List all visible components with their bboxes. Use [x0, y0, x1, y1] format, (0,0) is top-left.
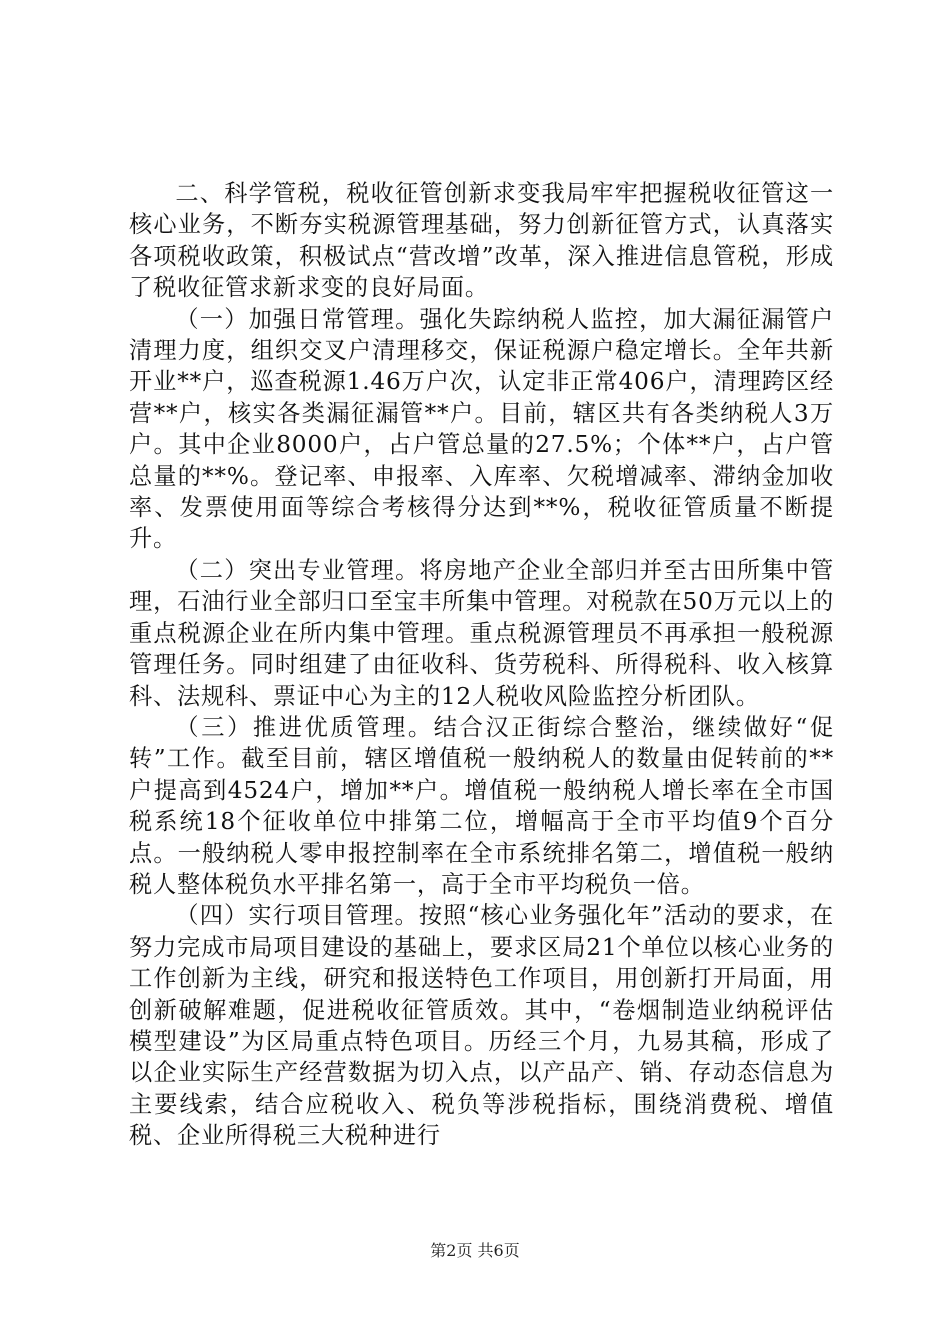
paragraph-project-management: （四）实行项目管理。按照“核心业务强化年”活动的要求，在努力完成市局项目建设的基础上，要求区局21个单位以核心业务的工作创新为主线，研究和报送特色工作项目，用创新打开局面，用创新破解难题，促进税收征管质效。其中，“卷烟制造业纳税评估模型建设”为区局重点特色项目。历经三个月，九易其稿，形成了以企业实际生产经营数据为切入点，以产品产、销、存动态信息为主要线索，结合应税收入、税负等涉税指标，围绕消费税、增值税、企业所得税三大税种进行 — [129, 902, 834, 1150]
paragraph-section-two: 二、科学管税，税收征管创新求变我局牢牢把握税收征管这一核心业务，不断夯实税源管理基础，努力创新征管方式，认真落实各项税收政策，积极试点“营改增”改革，深入推进信息管税，形成了税收征管求新求变的良好局面。 — [129, 180, 834, 302]
paragraph-daily-management: （一）加强日常管理。强化失踪纳税人监控，加大漏征漏管户清理力度，组织交叉户清理移交，保证税源户稳定增长。全年共新开业**户，巡查税源1.46万户次，认定非正常406户，清理跨区经营**户，核实各类漏征漏管**户。目前，辖区共有各类纳税人3万户。其中企业8000户，占户管总量的27.5%；个体**户，占户管总量的**%。登记率、申报率、入库率、欠税增减率、滞纳金加收率、发票使用面等综合考核得分达到**%，税收征管质量不断提升。 — [129, 305, 834, 553]
document-body — [129, 178, 834, 1152]
page-number-footer: 第2页 共6页 — [430, 1241, 520, 1260]
paragraph-professional-management: （二）突出专业管理。将房地产企业全部归并至古田所集中管理，石油行业全部归口至宝丰所集中管理。对税款在50万元以上的重点税源企业在所内集中管理。重点税源管理员不再承担一般税源管理任务。同时组建了由征收科、货劳税科、所得税科、收入核算科、法规科、票证中心为主的12人税收风险监控分析团队。 — [129, 556, 834, 710]
paragraph-quality-management: （三）推进优质管理。结合汉正街综合整治，继续做好“促转”工作。截至目前，辖区增值税一般纳税人的数量由促转前的**户提高到4524户，增加**户。增值税一般纳税人增长率在全市国税系统18个征收单位中排第二位，增幅高于全市平均值9个百分点。一般纳税人零申报控制率在全市系统排名第二，增值税一般纳税人整体税负水平排名第一，高于全市平均税负一倍。 — [129, 713, 834, 898]
